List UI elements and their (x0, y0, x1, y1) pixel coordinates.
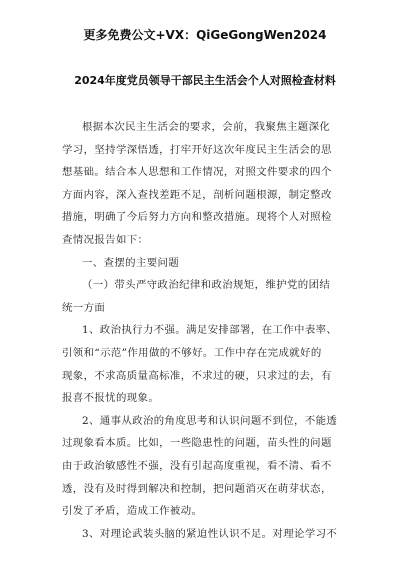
paragraph-line: 根据本次民主生活会的要求，会前，我聚焦主题深化 (82, 121, 331, 133)
paragraph-line: 方面内容，深入查找差距不足，剖析问题根源，制定整改 (62, 188, 332, 201)
paragraph-line: 学习，坚持学深悟透，打牢开好这次年度民主生活会的思 (62, 143, 332, 156)
paragraph-line: 2、通事从政治的角度思考和认识问题不到位，不能透 (82, 414, 338, 427)
paragraph-line: 现象，不求高质量高标准，不求过的硬，只求过的去，有 (62, 369, 332, 382)
document-title: 2024年度党员领导干部民主生活会个人对照检查材料 (74, 74, 336, 87)
paragraph-line: 想基础。结合本人思想和工作情况，对照文件要求的四个 (62, 166, 332, 179)
paragraph-line: 引发了矛盾，造成工作被动。 (62, 505, 203, 518)
paragraph-line: 报喜不报忧的现象。 (62, 392, 160, 405)
paragraph-line: 措施，明确了今后努力方向和整改措施。现将个人对照检 (62, 211, 332, 224)
paragraph-line: 1、政治执行力不强。满足安排部署，在工作中表率、 (82, 324, 338, 337)
document-body (62, 116, 352, 545)
paragraph-line: 查情况报告如下： (62, 233, 149, 246)
paragraph-line: 过现象看本质。比如，一些隐患性的问题，苗头性的问题 (62, 437, 332, 450)
subsection-heading-continued: 统一方面 (62, 301, 106, 314)
watermark-header: 更多免费公文+VX：QiGeGongWen2024 (83, 28, 327, 42)
subsection-heading: （一）带头严守政治纪律和政治规矩，维护党的团结 (82, 279, 331, 292)
paragraph-line: 由于政治敏感性不强，没有引起高度重视，看不清、看不 (62, 459, 332, 472)
section-heading: 一、查摆的主要问题 (82, 256, 180, 269)
paragraph-line: 引领和“示范”作用做的不够好。工作中存在完成就好的 (62, 346, 322, 359)
paragraph-line: 透，没有及时得到解决和控制，把问题消灭在萌芽状态， (62, 482, 332, 495)
paragraph-line: 3、对理论武装头脑的紧迫性认识不足。对理论学习不 (82, 527, 338, 540)
